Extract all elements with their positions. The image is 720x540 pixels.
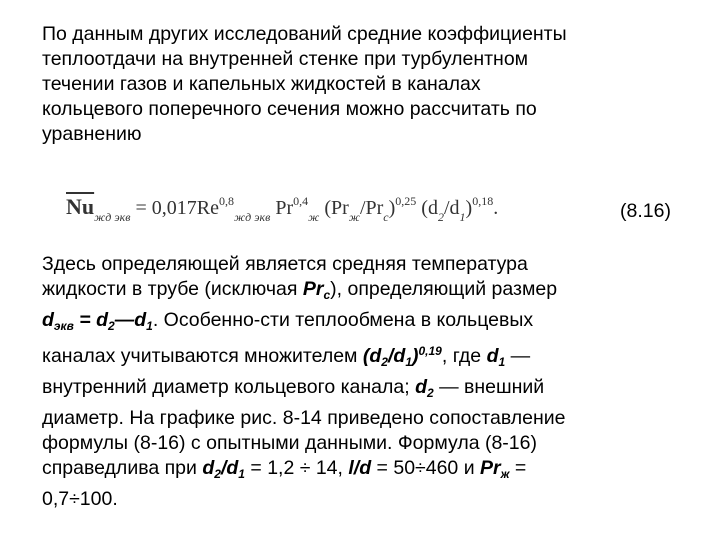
formula-dot: . bbox=[493, 197, 499, 219]
text: = bbox=[509, 457, 527, 479]
nu-sub-text-2: экв bbox=[114, 210, 131, 224]
eq-text: = d bbox=[73, 309, 109, 331]
prandtl-ratio-open: (Pr bbox=[319, 197, 349, 219]
dd-exponent: 0,18 bbox=[472, 194, 494, 208]
expr-sub-1: 2 bbox=[381, 355, 388, 369]
body-line bbox=[42, 339, 702, 375]
d1-symbol: d bbox=[486, 345, 499, 367]
d2-symbol-sub: 2 bbox=[426, 386, 434, 400]
expr-mid: /d bbox=[387, 345, 406, 367]
intro-line: По данным других исследований средние коэффициенты bbox=[42, 23, 567, 45]
pr-zh-symbol: Pr bbox=[480, 457, 501, 479]
l-over-d: l/d bbox=[348, 457, 372, 479]
ratio-d-sub-2: 1 bbox=[238, 467, 245, 481]
diameter-ratio-mid: /d bbox=[443, 197, 460, 219]
d-symbol: d bbox=[42, 309, 54, 331]
ratio-sub-1: ж bbox=[348, 210, 360, 224]
body-line bbox=[42, 456, 702, 487]
re-sub-text-2: экв bbox=[254, 210, 271, 224]
expr-sub-2: 1 bbox=[405, 355, 412, 369]
text: каналах учитываются множителем bbox=[42, 345, 363, 367]
text: жидкости в трубе (исключая bbox=[42, 278, 303, 300]
pr-subscript: ж bbox=[308, 210, 320, 224]
body-line: формулы (8-16) с опытными данными. Формула (8-16) bbox=[42, 432, 537, 454]
expr-open: (d bbox=[362, 345, 382, 367]
text: — bbox=[505, 345, 531, 367]
expr-close: ) bbox=[412, 345, 419, 367]
explanation-paragraph bbox=[42, 252, 702, 512]
re-sub-text: жд bbox=[233, 210, 252, 224]
intro-line: теплоотдачи на внутренней стенке при турбулентном bbox=[42, 48, 529, 70]
re-exponent: 0,8 bbox=[218, 194, 234, 208]
text: внутренний диаметр кольцевого канала; bbox=[42, 376, 416, 398]
d2-symbol: d bbox=[415, 376, 427, 398]
ratio-exponent: 0,25 bbox=[395, 194, 417, 208]
body-line: Здесь определяющей является средняя температура bbox=[42, 253, 528, 275]
body-line bbox=[42, 277, 702, 308]
d1-symbol-sub: 1 bbox=[498, 355, 506, 369]
d2-sub: 2 bbox=[108, 319, 115, 333]
nu-subscript bbox=[94, 210, 130, 224]
pr-zh-sub: ж bbox=[500, 467, 510, 481]
pr-sub: c bbox=[323, 288, 331, 302]
re-subscript bbox=[234, 210, 270, 224]
dd-sub-1: 2 bbox=[437, 210, 444, 224]
dd-sub-2: 1 bbox=[459, 210, 466, 224]
body-line: 0,7÷100. bbox=[42, 488, 118, 510]
intro-line: течении газов и капельных жидкостей в каналах bbox=[42, 73, 481, 95]
diameter-ratio-close: ) bbox=[465, 197, 473, 219]
expr-exponent: 0,19 bbox=[418, 344, 442, 358]
text: . Особенно-сти теплообмена в кольцевых bbox=[152, 309, 534, 331]
intro-line: уравнению bbox=[42, 123, 142, 145]
text: , где bbox=[441, 345, 487, 367]
coefficient: = 0,017Re bbox=[130, 197, 219, 219]
text: = 1,2 ÷ 14, bbox=[244, 457, 349, 479]
prandtl-symbol: Pr bbox=[270, 197, 294, 219]
ratio-sub-2: c bbox=[383, 210, 389, 224]
d1-sub: 1 bbox=[146, 319, 153, 333]
intro-line: кольцевого поперечного сечения можно рассчитать по bbox=[42, 98, 537, 120]
dash-text: —d bbox=[114, 309, 147, 331]
prandtl-ratio-close: ) bbox=[388, 197, 396, 219]
equation-8-16 bbox=[66, 180, 606, 222]
body-line bbox=[42, 375, 702, 406]
equation-number: (8.16) bbox=[620, 200, 671, 222]
text: — внешний bbox=[433, 376, 545, 398]
diameter-ratio-open: (d bbox=[416, 197, 438, 219]
text: справедлива при bbox=[42, 457, 203, 479]
intro-paragraph bbox=[42, 22, 702, 147]
pr-exponent: 0,4 bbox=[293, 194, 309, 208]
pr-symbol: Pr bbox=[302, 278, 324, 300]
d-sub: экв bbox=[53, 319, 74, 333]
text: = 50÷460 и bbox=[371, 457, 481, 479]
text: ), определяющий размер bbox=[330, 278, 558, 300]
prandtl-ratio-mid: /Pr bbox=[359, 197, 384, 219]
nusselt-symbol: $\overline{Nu}$ bbox=[66, 194, 95, 219]
body-line bbox=[42, 308, 702, 339]
ratio-d-sub-1: 2 bbox=[214, 467, 221, 481]
nu-sub-text: жд bbox=[94, 210, 112, 224]
ratio-d-mid: /d bbox=[220, 457, 239, 479]
body-line: диаметр. На графике рис. 8-14 приведено сопоставление bbox=[42, 407, 566, 429]
ratio-d: d bbox=[202, 457, 215, 479]
